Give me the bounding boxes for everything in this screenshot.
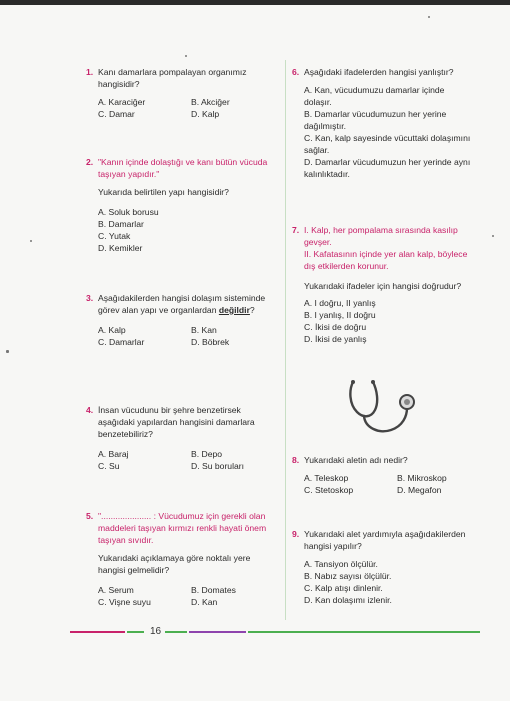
- footer-bar-green-right: [248, 631, 480, 633]
- question-number: 3.: [86, 293, 94, 303]
- question-number: 4.: [86, 405, 94, 415]
- option-d[interactable]: D. Kemikler: [98, 243, 143, 253]
- question-9: [292, 528, 472, 606]
- question-4: [86, 404, 271, 472]
- question-number: 1.: [86, 67, 94, 77]
- question-mark: ?: [249, 305, 255, 315]
- option-a[interactable]: A. I doğru, II yanlış: [304, 298, 376, 308]
- question-text: Yukarıdaki aletin adı nedir?: [304, 455, 408, 465]
- question-text: Yukarıdaki alet yardımıyla aşağıdakilerden hangisi yapılır?: [304, 529, 466, 551]
- option-a[interactable]: A. Kan, vücudumuzu damarlar içinde dolaşır.: [304, 85, 445, 107]
- option-a[interactable]: A. Soluk borusu: [98, 207, 159, 217]
- option-c[interactable]: C. Yutak: [98, 231, 131, 241]
- option-d[interactable]: D. Su boruları: [191, 461, 245, 471]
- question-number: 2.: [86, 157, 94, 167]
- option-c[interactable]: C. Damarlar: [98, 337, 145, 347]
- question-3: [86, 292, 271, 348]
- question-1: [86, 66, 271, 120]
- scan-speck: [30, 240, 32, 242]
- options: [304, 558, 472, 606]
- question-number: 8.: [292, 455, 300, 465]
- question-prompt: Yukarıda belirtilen yapı hangisidir?: [98, 187, 229, 197]
- option-d[interactable]: D. Damarlar vücudumuzun her yerinde aynı kalınlıktadır.: [304, 157, 471, 179]
- question-2: [86, 156, 271, 254]
- option-b[interactable]: B. Domates: [191, 585, 236, 595]
- question-text: Aşağıdakilerden hangisi dolaşım sisteminde görev alan yapı ve organlardan: [98, 293, 266, 315]
- question-number: 9.: [292, 529, 300, 539]
- option-b[interactable]: B. Mikroskop: [397, 473, 447, 483]
- question-text: Kanı damarlara pompalayan organımız hangisidir?: [98, 67, 247, 89]
- question-number: 5.: [86, 511, 94, 521]
- option-d[interactable]: D. Kan dolaşımı izlenir.: [304, 595, 392, 605]
- footer-bar-purple: [189, 631, 246, 633]
- option-c[interactable]: C. Stetoskop: [304, 485, 354, 495]
- option-b[interactable]: B. Nabız sayısı ölçülür.: [304, 571, 392, 581]
- options: [304, 472, 472, 496]
- statement-2: II. Kafatasının içinde yer alan kalp, böylece dış etkilerden korunur.: [304, 249, 468, 271]
- option-a[interactable]: A. Tansiyon ölçülür.: [304, 559, 378, 569]
- options: [98, 96, 271, 120]
- options: [98, 448, 271, 472]
- question-number: 7.: [292, 225, 300, 235]
- option-c[interactable]: C. İkisi de doğru: [304, 322, 367, 332]
- scan-speck: [185, 55, 187, 57]
- footer-bar-green-left: [127, 631, 144, 633]
- question-quote: "Kanın içinde dolaştığı ve kanı bütün vücuda taşıyan yapıdır.": [98, 157, 268, 179]
- page-number: 16: [150, 626, 162, 637]
- question-text: Aşağıdaki ifadelerden hangisi yanlıştır?: [304, 67, 454, 77]
- option-c[interactable]: C. Kan, kalp sayesinde vücuttaki dolaşımını sağlar.: [304, 133, 471, 155]
- option-c[interactable]: C. Damar: [98, 109, 135, 119]
- options: [304, 297, 472, 345]
- scan-speck: [6, 350, 9, 353]
- option-b[interactable]: B. Kan: [191, 325, 217, 335]
- option-b[interactable]: B. Damarlar vücudumuzun her yerine dağılmıştır.: [304, 109, 447, 131]
- option-a[interactable]: A. Kalp: [98, 325, 126, 335]
- footer-bar-pink: [70, 631, 125, 633]
- option-a[interactable]: A. Karaciğer: [98, 97, 146, 107]
- option-d[interactable]: D. Megafon: [397, 485, 442, 495]
- question-negation: değildir: [218, 305, 250, 315]
- question-prompt: Yukarıdaki açıklamaya göre noktalı yere hangisi gelmelidir?: [98, 553, 251, 575]
- option-a[interactable]: A. Serum: [98, 585, 134, 595]
- question-text: İnsan vücudunu bir şehre benzetirsek aşağıdaki yapılardan hangisini damarlara benzetebiliriz?: [98, 405, 255, 439]
- option-d[interactable]: D. İkisi de yanlış: [304, 334, 367, 344]
- scan-top-edge: [0, 0, 510, 5]
- options: [98, 206, 271, 254]
- option-c[interactable]: C. Su: [98, 461, 120, 471]
- option-a[interactable]: A. Teleskop: [304, 473, 349, 483]
- option-c[interactable]: C. Vişne suyu: [98, 597, 151, 607]
- question-quote: "..................... : Vücudumuz için gerekli olan maddeleri taşıyan kırmızı renkli hayati önem taşıyan sıvıdır.: [98, 511, 267, 545]
- option-d[interactable]: D. Kalp: [191, 109, 220, 119]
- option-b[interactable]: B. I yanlış, II doğru: [304, 310, 376, 320]
- column-divider: [285, 60, 286, 620]
- option-b[interactable]: B. Depo: [191, 449, 223, 459]
- option-d[interactable]: D. Böbrek: [191, 337, 230, 347]
- statement-1: I. Kalp, her pompalama sırasında kasılıp gevşer.: [304, 225, 458, 247]
- option-b[interactable]: B. Damarlar: [98, 219, 144, 229]
- options: [98, 584, 271, 608]
- option-a[interactable]: A. Baraj: [98, 449, 129, 459]
- question-number: 6.: [292, 67, 300, 77]
- scan-speck: [492, 235, 494, 237]
- question-6: [292, 66, 472, 180]
- options: [304, 84, 472, 180]
- options: [98, 324, 271, 348]
- footer-bar-green-mid: [165, 631, 187, 633]
- stethoscope-icon: [345, 378, 425, 438]
- option-d[interactable]: D. Kan: [191, 597, 218, 607]
- question-8: [292, 454, 472, 496]
- question-5: [86, 510, 271, 608]
- scan-speck: [428, 16, 430, 18]
- question-prompt: Yukarıdaki ifadeler için hangisi doğrudur?: [304, 281, 462, 291]
- question-7: [292, 224, 472, 345]
- option-c[interactable]: C. Kalp atışı dinlenir.: [304, 583, 383, 593]
- option-b[interactable]: B. Akciğer: [191, 97, 230, 107]
